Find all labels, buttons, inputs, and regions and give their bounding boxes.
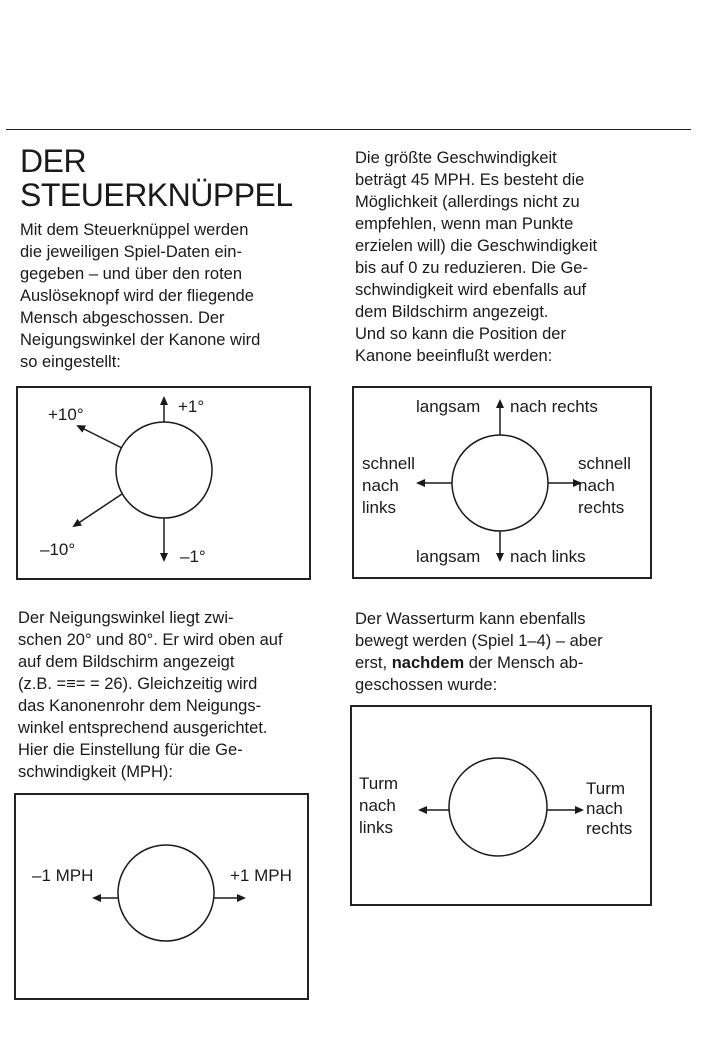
position-diagram	[352, 386, 652, 579]
tower-text-bold: nachdem	[391, 654, 465, 672]
tower-text-part2: der Mensch ab- geschossen wurde:	[355, 654, 584, 694]
label-up-left: langsam	[416, 397, 481, 416]
tower-text-part1: Der Wasserturm kann ebenfalls bewegt werden (Spiel 1–4) – aber erst,	[355, 610, 603, 672]
speed-diagram	[14, 793, 309, 1000]
label-tower-right: Turm nach rechts	[586, 779, 633, 838]
label-down-right: nach links	[510, 547, 586, 566]
tower-paragraph	[355, 608, 685, 696]
label-right: schnell nach rechts	[578, 454, 631, 517]
arrow-plus10	[78, 426, 122, 448]
joystick-circle	[118, 845, 214, 941]
tower-diagram	[350, 705, 652, 906]
label-up-right: nach rechts	[510, 397, 598, 416]
speed-paragraph: Die größte Geschwindigkeit beträgt 45 MPH. Es besteht die Möglichkeit (allerdings nicht zu empfehlen, wenn man Punkte erzielen will) die Geschwindigkeit bis auf 0 zu reduzieren. Die Ge- schwindigkeit wird ebenfalls auf dem Bildschirm angezeigt. Und so kann die Position der Kanone beeinflußt werden:	[355, 149, 598, 365]
label-plus10: +10°	[48, 405, 84, 424]
label-minus1: –1°	[180, 547, 206, 566]
label-plus1: +1°	[178, 397, 205, 416]
label-left: schnell nach links	[362, 454, 415, 517]
label-down-left: langsam	[416, 547, 481, 566]
joystick-circle	[116, 422, 212, 518]
label-minus10: –10°	[40, 540, 76, 559]
angle-paragraph: Der Neigungswinkel liegt zwi- schen 20° und 80°. Er wird oben auf auf dem Bildschirm angezeigt (z.B. =≡= = 26). Gleichzeitig wird das Kanonenrohr dem Neigungs- winkel entsprechend ausgerichtet. Hier die Einstellung für die Ge- schwindigkeit (MPH):	[18, 609, 283, 781]
label-tower-left: Turm nach links	[359, 774, 399, 837]
arrow-minus10	[74, 494, 122, 526]
label-plus-mph: +1 MPH	[230, 866, 292, 885]
joystick-circle	[452, 435, 548, 531]
label-minus-mph: –1 MPH	[32, 866, 94, 885]
page-title: DER STEUERKNÜPPEL	[20, 143, 293, 213]
angle-diagram	[16, 386, 311, 580]
intro-paragraph: Mit dem Steuerknüppel werden die jeweiligen Spiel-Daten ein- gegeben – und über den roten Auslöseknopf wird der fliegende Mensch abgeschossen. Der Neigungswinkel der Kanone wird so eingestellt:	[20, 221, 261, 371]
top-rule	[6, 129, 691, 130]
speed-diagram-graphic	[16, 795, 311, 1002]
joystick-circle	[449, 758, 547, 856]
